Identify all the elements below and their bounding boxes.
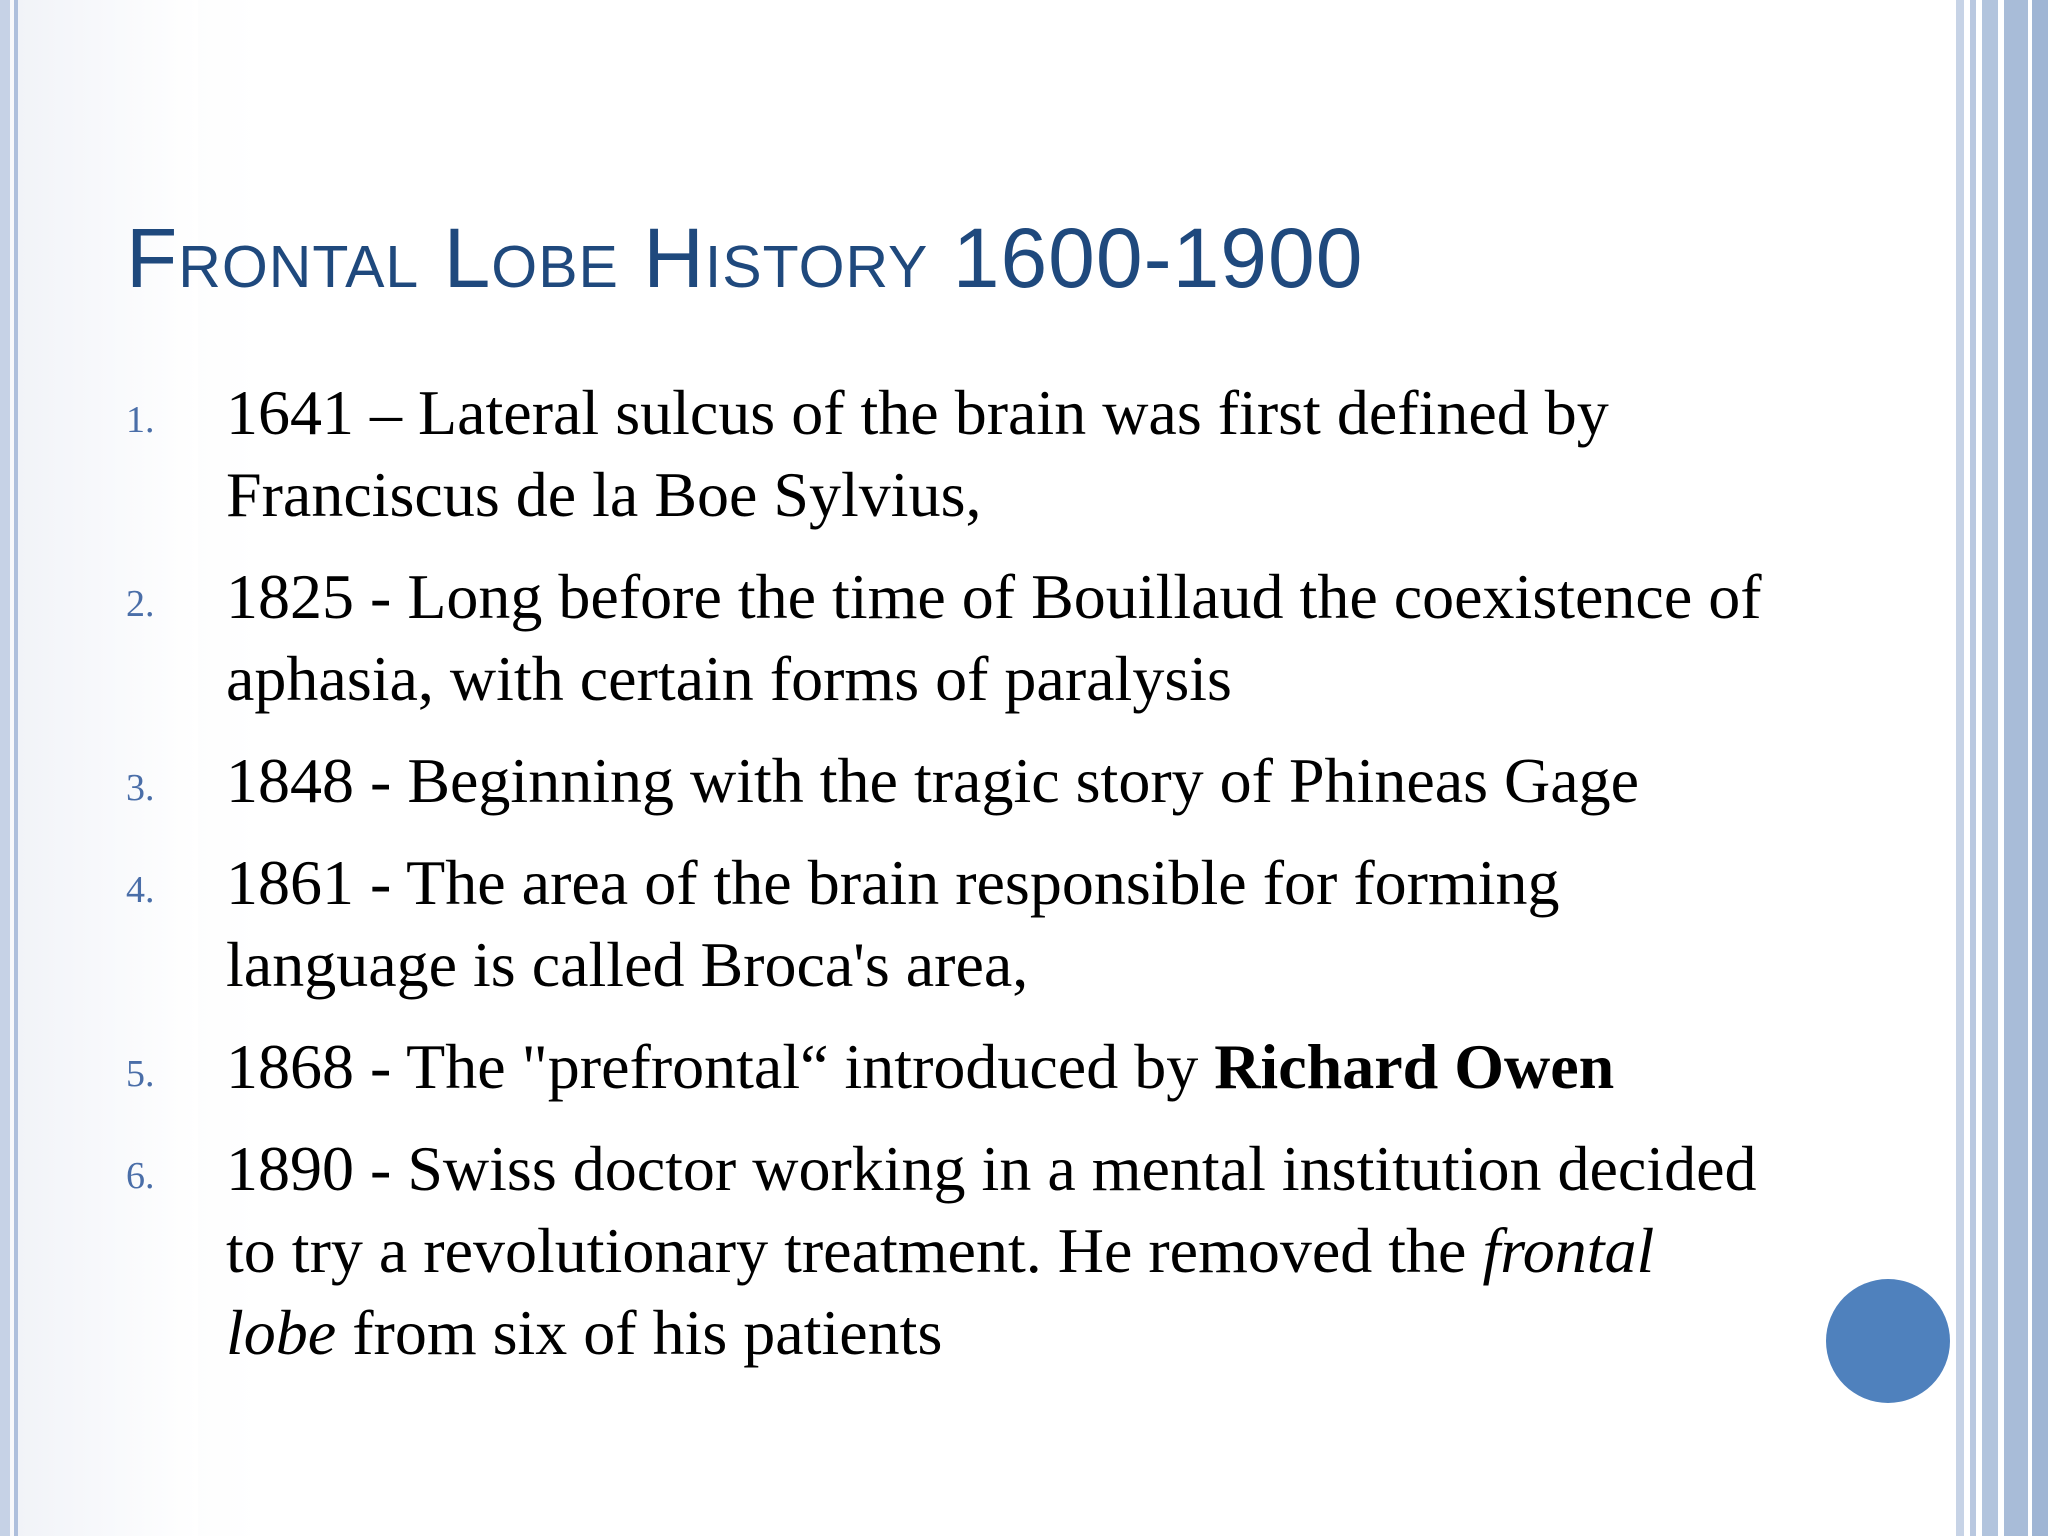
item-text xyxy=(226,1128,1776,1374)
right-frame-stripe xyxy=(1970,0,1976,1536)
right-frame-stripe xyxy=(1982,0,1998,1536)
item-number: 1. xyxy=(126,399,155,441)
item-text: 1861 - The area of the brain responsible for forming language is called Broca's area, xyxy=(226,847,1560,1000)
item-number: 5. xyxy=(126,1053,155,1095)
list-item xyxy=(126,740,1776,822)
history-list xyxy=(126,372,1776,1394)
list-item xyxy=(126,1026,1776,1108)
decorative-circle xyxy=(1826,1279,1950,1403)
item-text: 1825 - Long before the time of Bouillaud the coexistence of aphasia, with certain forms of paralysis xyxy=(226,561,1762,714)
left-frame-outer xyxy=(0,0,10,1536)
item-text-plain: from six of his patients xyxy=(336,1297,943,1368)
item-number: 2. xyxy=(126,583,155,625)
right-frame-stripe xyxy=(1956,0,1964,1536)
right-frame-stripe xyxy=(2032,0,2048,1536)
right-frame-stripe xyxy=(2004,0,2028,1536)
slide-title: Frontal Lobe History 1600-1900 xyxy=(126,211,1364,305)
item-number: 3. xyxy=(126,767,155,809)
list-item xyxy=(126,372,1776,536)
list-item xyxy=(126,556,1776,720)
item-text-italic: frontal lobe xyxy=(226,1215,1655,1368)
item-text: 1848 - Beginning with the tragic story of Phineas Gage xyxy=(226,745,1640,816)
item-number: 4. xyxy=(126,869,155,911)
list-item xyxy=(126,1128,1776,1374)
left-frame-inner xyxy=(14,0,18,1536)
list-item xyxy=(126,842,1776,1006)
item-text xyxy=(226,1026,1776,1108)
item-text-plain: 1868 - The "prefrontal“ introduced by xyxy=(226,1031,1215,1102)
item-text-bold: Richard Owen xyxy=(1214,1031,1615,1102)
item-number: 6. xyxy=(126,1155,155,1197)
item-text: 1641 – Lateral sulcus of the brain was first defined by Franciscus de la Boe Sylvius, xyxy=(226,377,1609,530)
item-text-plain: 1890 - Swiss doctor working in a mental institution decided to try a revolutionary treatment. He removed the xyxy=(226,1133,1757,1286)
